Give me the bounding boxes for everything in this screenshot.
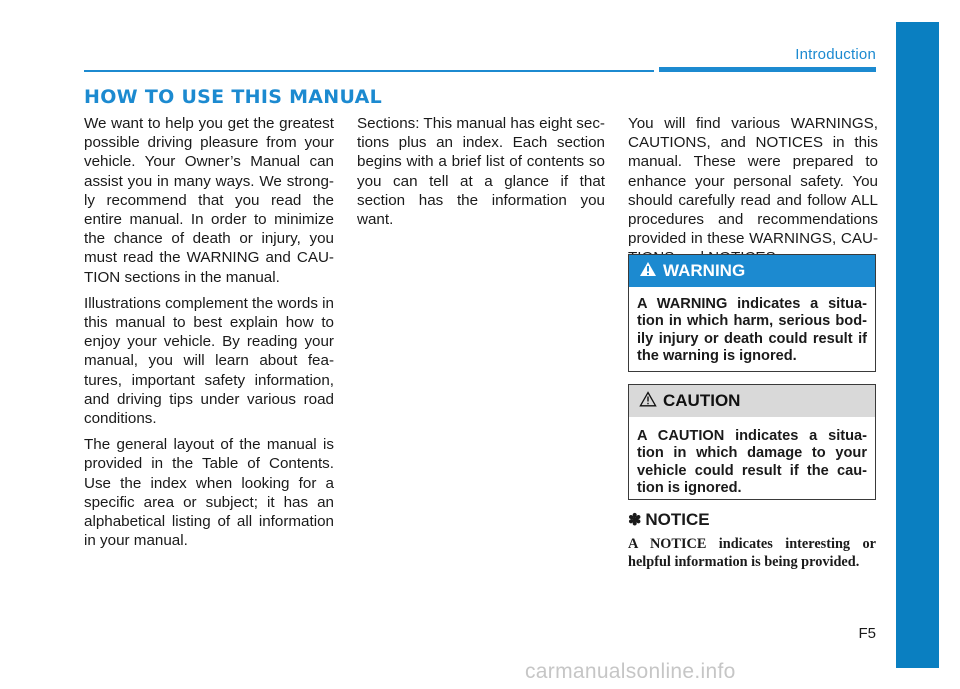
section-title: Introduction bbox=[795, 46, 876, 63]
warning-triangle-icon bbox=[639, 261, 663, 282]
notice-star-icon: ✽ bbox=[628, 512, 642, 529]
caution-text: A CAUTION indicates a situa- tion in which damage to your vehicle could result if the cau- tion is ignored. bbox=[637, 428, 867, 497]
caution-triangle-icon bbox=[639, 391, 663, 412]
watermark: carmanualsonline.info bbox=[525, 660, 736, 683]
warning-text: A WARNING indicates a situa- tion in which harm, serious bod- ily injury or death could result if the warning is ignored. bbox=[637, 296, 867, 365]
paragraph-warnings-intro: You will find various WARNINGS, CAUTIONS, and NOTICES in this manual. These were prepared to enhance your personal safety. You should carefully read and follow ALL procedures and recommendations provided in these WARNINGS, CAU- bbox=[628, 115, 878, 248]
page-number: F5 bbox=[858, 625, 876, 642]
notice-text: A NOTICE indicates interesting or helpful information is being provided. bbox=[628, 536, 876, 570]
caution-header bbox=[629, 385, 875, 417]
warning-header bbox=[629, 255, 875, 287]
chapter-side-tab bbox=[896, 22, 939, 668]
caution-box bbox=[628, 384, 876, 500]
column-3 bbox=[628, 114, 878, 275]
page-heading: HOW TO USE THIS MANUAL bbox=[84, 86, 383, 108]
column-1 bbox=[84, 114, 334, 557]
header-rule-left bbox=[84, 70, 654, 72]
paragraph-layout: The general layout of the manual is provided in the Table of Contents. Use the index when looking for a specific area or subject; it has an alphabetical listing of all information in your manual. bbox=[84, 436, 334, 550]
header-rule-right bbox=[659, 67, 876, 72]
notice-title: NOTICE bbox=[645, 510, 710, 529]
column-2 bbox=[357, 114, 605, 236]
warning-box bbox=[628, 254, 876, 372]
paragraph-sections: Sections: This manual has eight sec- tions plus an index. Each section begins with a brief list of contents so you can tell at a glance if that section has the information you want. bbox=[357, 115, 605, 229]
notice-heading bbox=[628, 510, 710, 530]
caution-title: CAUTION bbox=[663, 391, 741, 410]
paragraph-illustrations: Illustrations complement the words in this manual to best explain how to enjoy your vehicle. By reading your manual, you will learn about fea- tures, important safety information, and driving tips under various road conditions. bbox=[84, 294, 334, 428]
warning-title: WARNING bbox=[663, 261, 746, 280]
paragraph-intro: We want to help you get the greatest possible driving pleasure from your vehicle. Your Owner’s Manual can assist you in many ways. We strong- ly recommend that you read the entire manual. In order to minimize the chance of death or injury, you must read the WARNING and CAU- TION sections in the manual. bbox=[84, 115, 334, 286]
